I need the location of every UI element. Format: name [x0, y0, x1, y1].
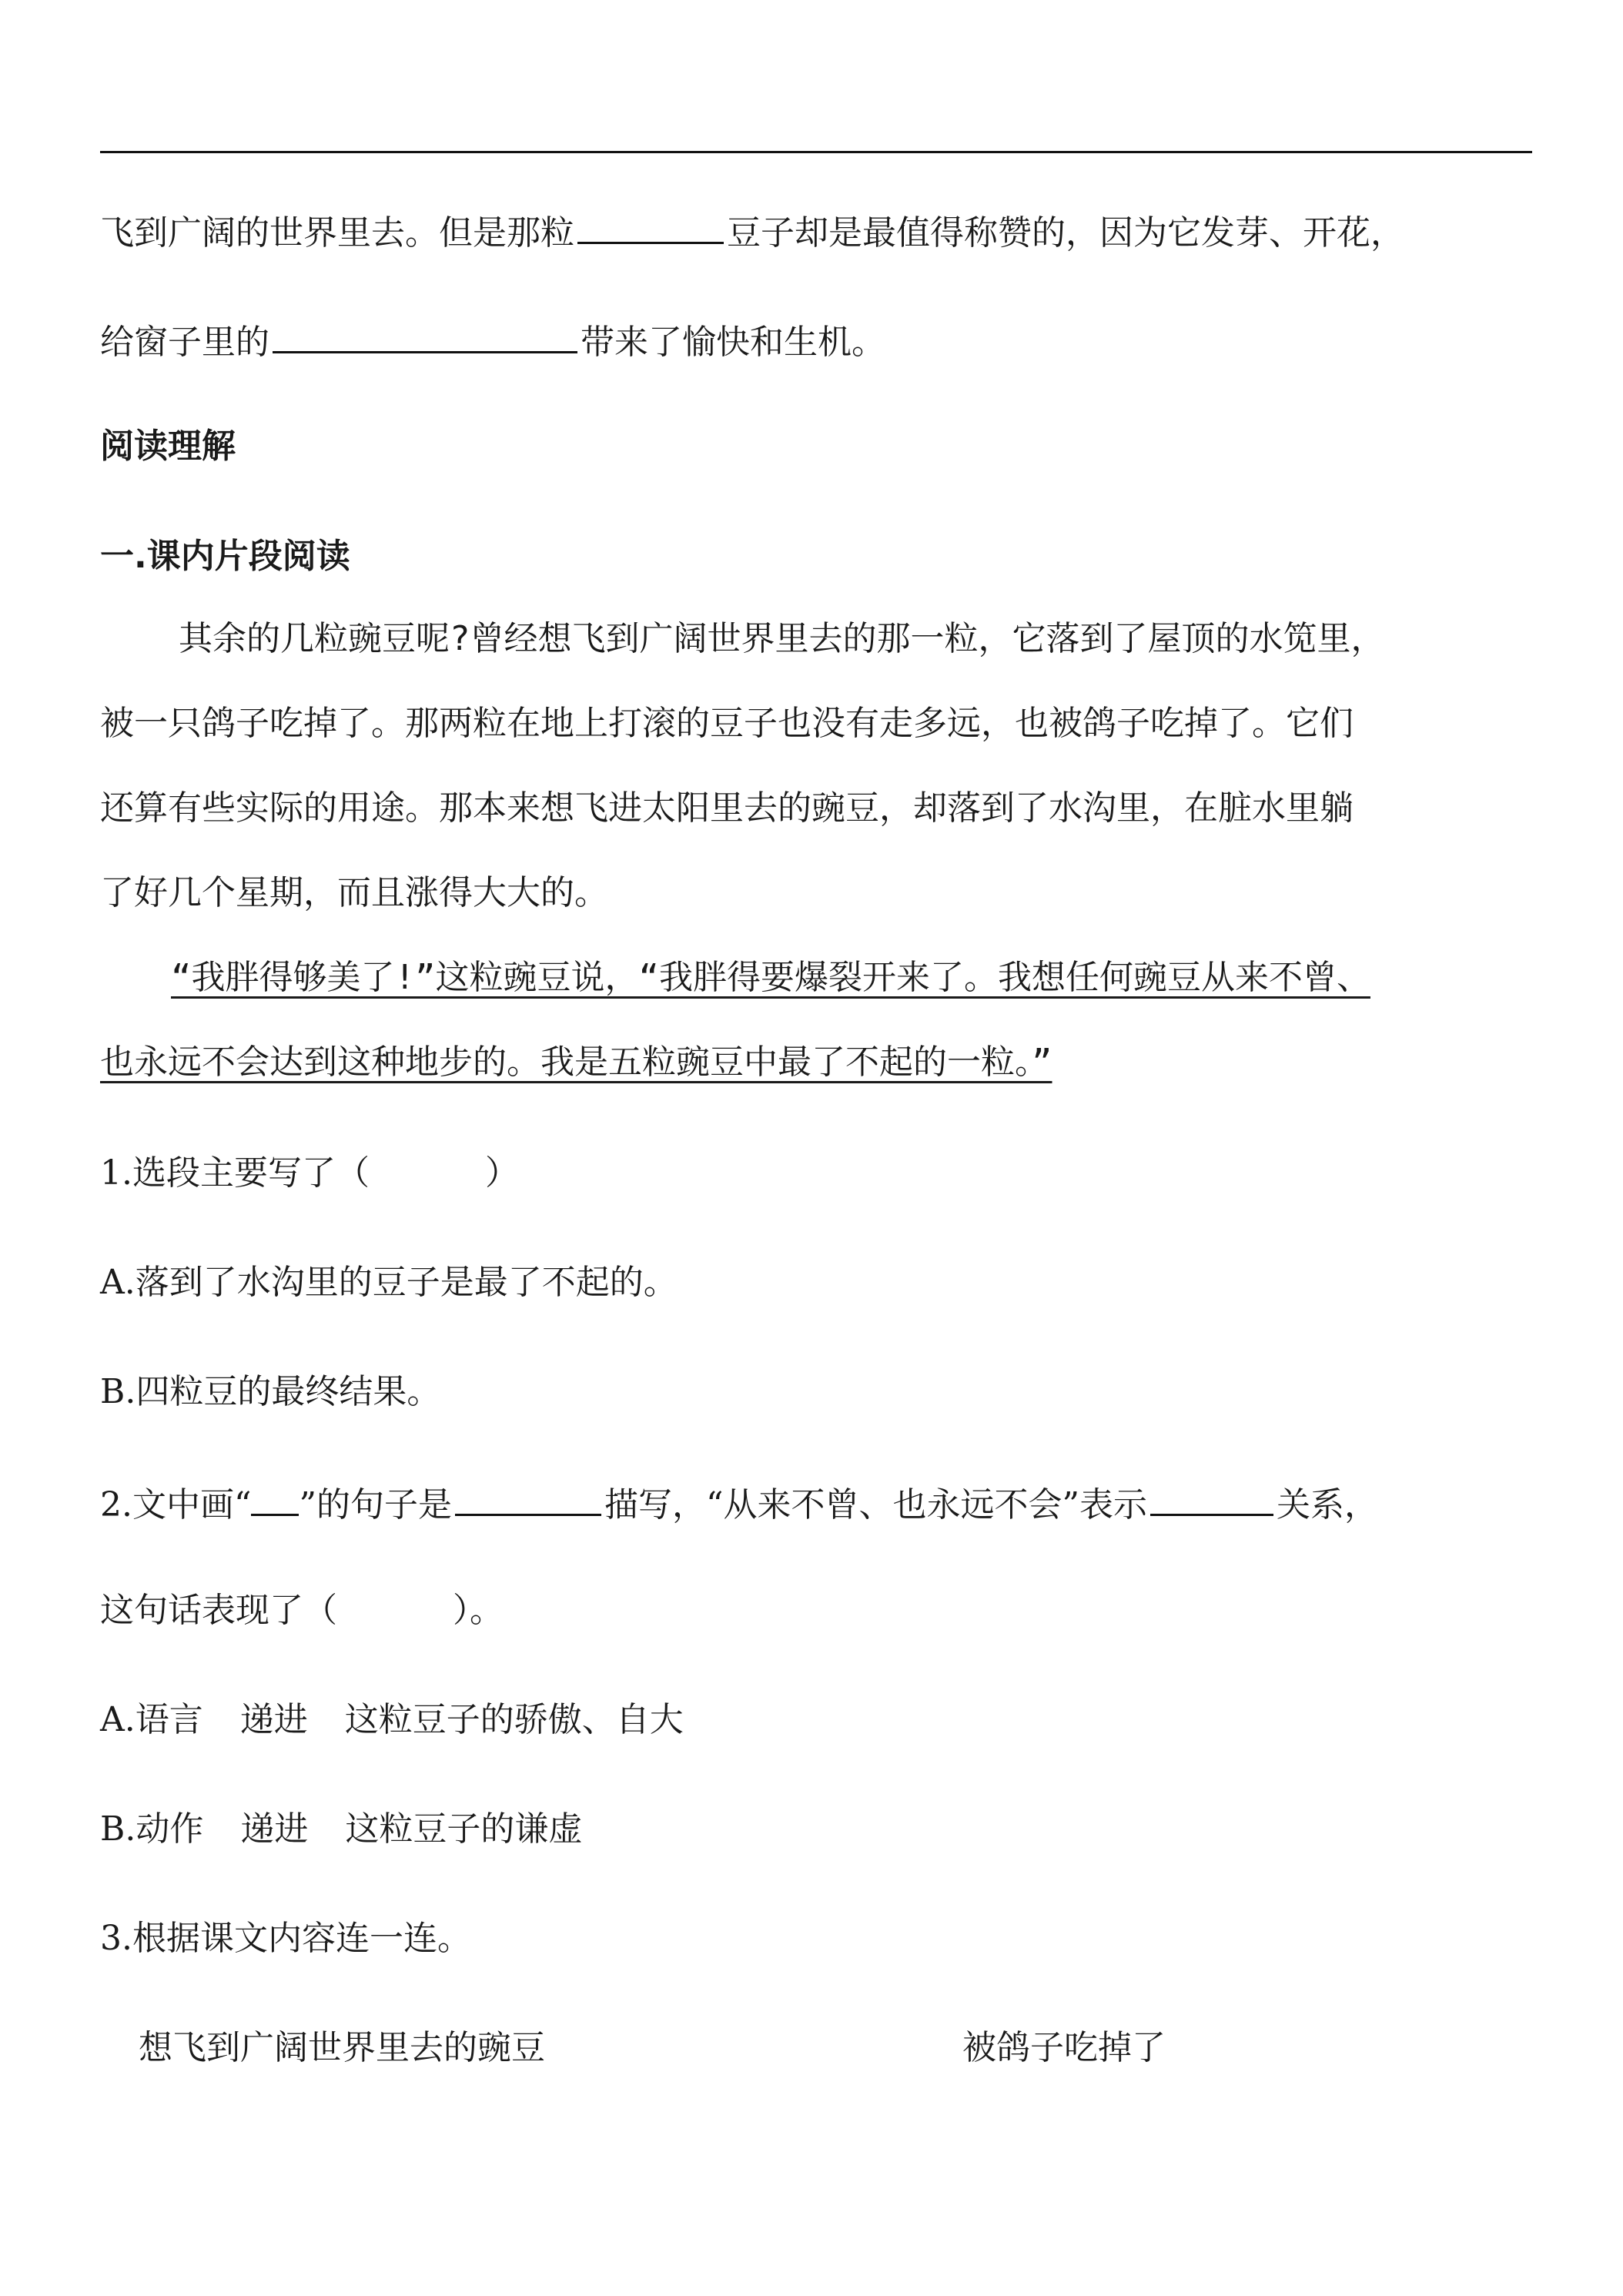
question-2-option-a — [100, 1697, 684, 1743]
underlined-sentence-line: 也永远不会达到这种地步的。我是五粒豌豆中最了不起的一粒。” — [100, 1043, 1052, 1082]
matching-left-item[interactable]: 想飞到广阔世界里去的豌豆 — [139, 2028, 545, 2067]
fill-in-text: 给窗子里的 — [100, 323, 269, 362]
question-2-option-b — [100, 1806, 582, 1853]
question-text: 描写，“从来不曾、也永远不会”表示 — [604, 1485, 1147, 1525]
question-text: ）。 — [453, 1591, 504, 1630]
fill-in-text: 豆子却是最值得称赞的，因为它发芽、开花， — [727, 213, 1404, 253]
option-part: 这粒豆子的谦虚 — [345, 1809, 583, 1849]
passage-line: 其余的几粒豌豆呢?曾经想飞到广阔世界里去的那一粒，它落到了屋顶的水笕里， — [179, 619, 1385, 658]
underline-sample — [251, 1478, 299, 1516]
option-part: A.语言 — [100, 1700, 203, 1739]
fill-in-text: 飞到广阔的世界里去。但是那粒 — [100, 213, 574, 253]
answer-blank[interactable] — [273, 316, 577, 353]
passage-line: 被一只鸽子吃掉了。那两粒在地上打滚的豆子也没有走多远，也被鸽子吃掉了。它们 — [100, 704, 1354, 743]
option-part: B.动作 — [100, 1809, 204, 1849]
question-1-option-a: A.落到了水沟里的豆子是最了不起的。 — [100, 1263, 678, 1302]
question-text: ） — [484, 1153, 519, 1193]
question-2-stem-line-2 — [100, 1588, 504, 1634]
question-text: 这句话表现了（ — [100, 1591, 337, 1630]
option-part: 这粒豆子的骄傲、自大 — [344, 1700, 684, 1739]
question-text: 2.文中画“ — [100, 1485, 252, 1525]
question-1-option-b: B.四粒豆的最终结果。 — [100, 1372, 441, 1411]
option-part: 递进 — [240, 1809, 309, 1849]
underlined-sentence-line: “我胖得够美了!”这粒豌豆说，“我胖得要爆裂开来了。我想任何豌豆从来不曾、 — [171, 958, 1370, 997]
answer-blank[interactable] — [455, 1478, 601, 1516]
fill-in-line-1 — [100, 206, 1404, 256]
top-divider — [100, 151, 1532, 153]
question-1-stem — [100, 1150, 519, 1197]
question-text: 1.选段主要写了（ — [100, 1153, 370, 1193]
fill-in-line-2 — [100, 316, 885, 366]
answer-blank[interactable] — [577, 206, 724, 244]
fill-in-text: 带来了愉快和生机。 — [581, 323, 885, 362]
section-title: 阅读理解 — [100, 427, 236, 466]
question-text: ”的句子是 — [299, 1485, 452, 1525]
question-2-stem-line-1 — [100, 1478, 1378, 1528]
passage-line: 了好几个星期，而且涨得大大的。 — [100, 873, 608, 912]
subsection-title: 一.课内片段阅读 — [100, 537, 350, 576]
question-text: 关系， — [1276, 1485, 1378, 1525]
question-3-stem: 3.根据课文内容连一连。 — [100, 1919, 471, 1958]
answer-blank[interactable] — [1150, 1478, 1273, 1516]
passage-line: 还算有些实际的用途。那本来想飞进太阳里去的豌豆，却落到了水沟里，在脏水里躺 — [100, 788, 1354, 828]
matching-right-item[interactable]: 被鸽子吃掉了 — [962, 2028, 1166, 2067]
option-part: 递进 — [239, 1700, 308, 1739]
